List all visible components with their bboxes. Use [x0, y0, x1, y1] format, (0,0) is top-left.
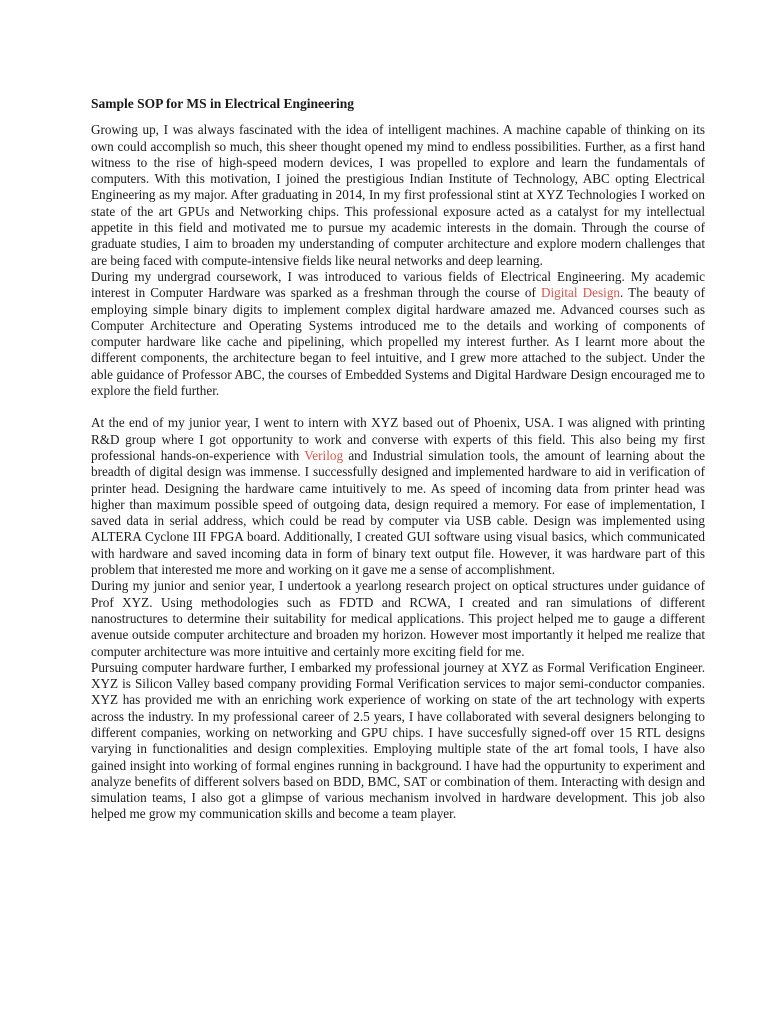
- paragraph-undergrad-text-2: . The beauty of employing simple binary digits to implement complex digital hardware amazed me. Advanced courses such as Computer Architecture and Operating Systems introduced me to the details and working of components of computer hardware like cache and pipelining, which propelled my interest further. As I learnt more about the different components, the architecture began to feel intuitive, and I grew more attached to the subject. Under the able guidance of Professor ABC, the courses of Embedded Systems and Digital Hardware Design encouraged me to explore the field further.: [91, 285, 705, 399]
- paragraph-undergrad-text-1: During my undergrad coursework, I was introduced to various fields of Electrical Engineering. My academic interest in Computer Hardware was sparked as a freshman through the course of: [91, 268, 705, 301]
- paragraph-intro: Growing up, I was always fascinated with the idea of intelligent machines. A machine capable of thinking on its own could accomplish so much, this sheer thought opened my mind to endless possibilities. Further, as a first hand witness to the rise of high-speed modern devices, I was propelled to explore and learn the fundamentals of computers. With this motivation, I joined the prestigious Indian Institute of Technology, ABC opting Electrical Engineering as my major. After graduating in 2014, In my first professional stint at XYZ Technologies I worked on state of the art GPUs and Networking chips. This professional exposure acted as a catalyst for my intellectual appetite in this field and motivated me to pursue my academic interests in the domain. Through the course of graduate studies, I aim to broaden my understanding of computer architecture and explore modern challenges that are being faced with compute-intensive fields like neural networks and deep learning.: [91, 122, 705, 268]
- digital-design-link[interactable]: Digital Design: [540, 285, 621, 301]
- paragraph-internship: [91, 415, 705, 578]
- paragraph-internship-text-1: At the end of my junior year, I went to intern with XYZ based out of Phoenix, USA. I was aligned with printing R&D group where I got opportunity to work and converse with experts of this field. This also being my first professional hands-on-experience with: [91, 415, 705, 463]
- document-page: [91, 96, 705, 823]
- verilog-link[interactable]: Verilog: [304, 447, 344, 463]
- paragraph-undergrad: [91, 269, 705, 399]
- paragraph-professional: Pursuing computer hardware further, I embarked my professional journey at XYZ as Formal Verification Engineer. XYZ is Silicon Valley based company providing Formal Verification services to major semi-conductor companies. XYZ has provided me with an enriching work experience of working on state of the art technology with experts across the industry. In my professional career of 2.5 years, I have collaborated with several designers belonging to different companies, working on networking and GPU chips. I have succesfully signed-off over 15 RTL designs varying in functionalities and design complexities. Employing multiple state of the art fomal tools, I have also gained insight into working of formal engines running in background. I have had the oppurtunity to experiment and analyze benefits of different solvers based on BDD, BMC, SAT or combination of them. Interacting with design and simulation teams, I also got a glimpse of various mechanism involved in hardware development. This job also helped me grow my communication skills and become a team player.: [91, 659, 705, 822]
- document-title: Sample SOP for MS in Electrical Engineering: [91, 96, 354, 111]
- paragraph-research: During my junior and senior year, I undertook a yearlong research project on optical structures under guidance of Prof XYZ. Using methodologies such as FDTD and RCWA, I created and ran simulations of different nanostructures to determine their suitability for medical applications. This project helped me to gauge a different avenue outside computer architecture and broaden my horizon. However most importantly it helped me realize that computer architecture was more intuitive and certainly more exciting field for me.: [91, 578, 705, 659]
- paragraph-internship-text-2: and Industrial simulation tools, the amount of learning about the breadth of digital design was immense. I successfully designed and implemented hardware to aid in verification of printer head. Designing the hardware came intuitively to me. As speed of incoming data from printer head was higher than maximum possible speed of outgoing data, design required a memory. For ease of implementation, I saved data in serial address, which could be read by computer via USB cable. Design was implemented using ALTERA Cyclone III FPGA board. Additionally, I created GUI software using visual basics, which communicated with hardware and saved incoming data in form of binary text output file. However, it was hardware part of this problem that interested me more and working on it gave me a sense of accomplishment.: [91, 447, 705, 578]
